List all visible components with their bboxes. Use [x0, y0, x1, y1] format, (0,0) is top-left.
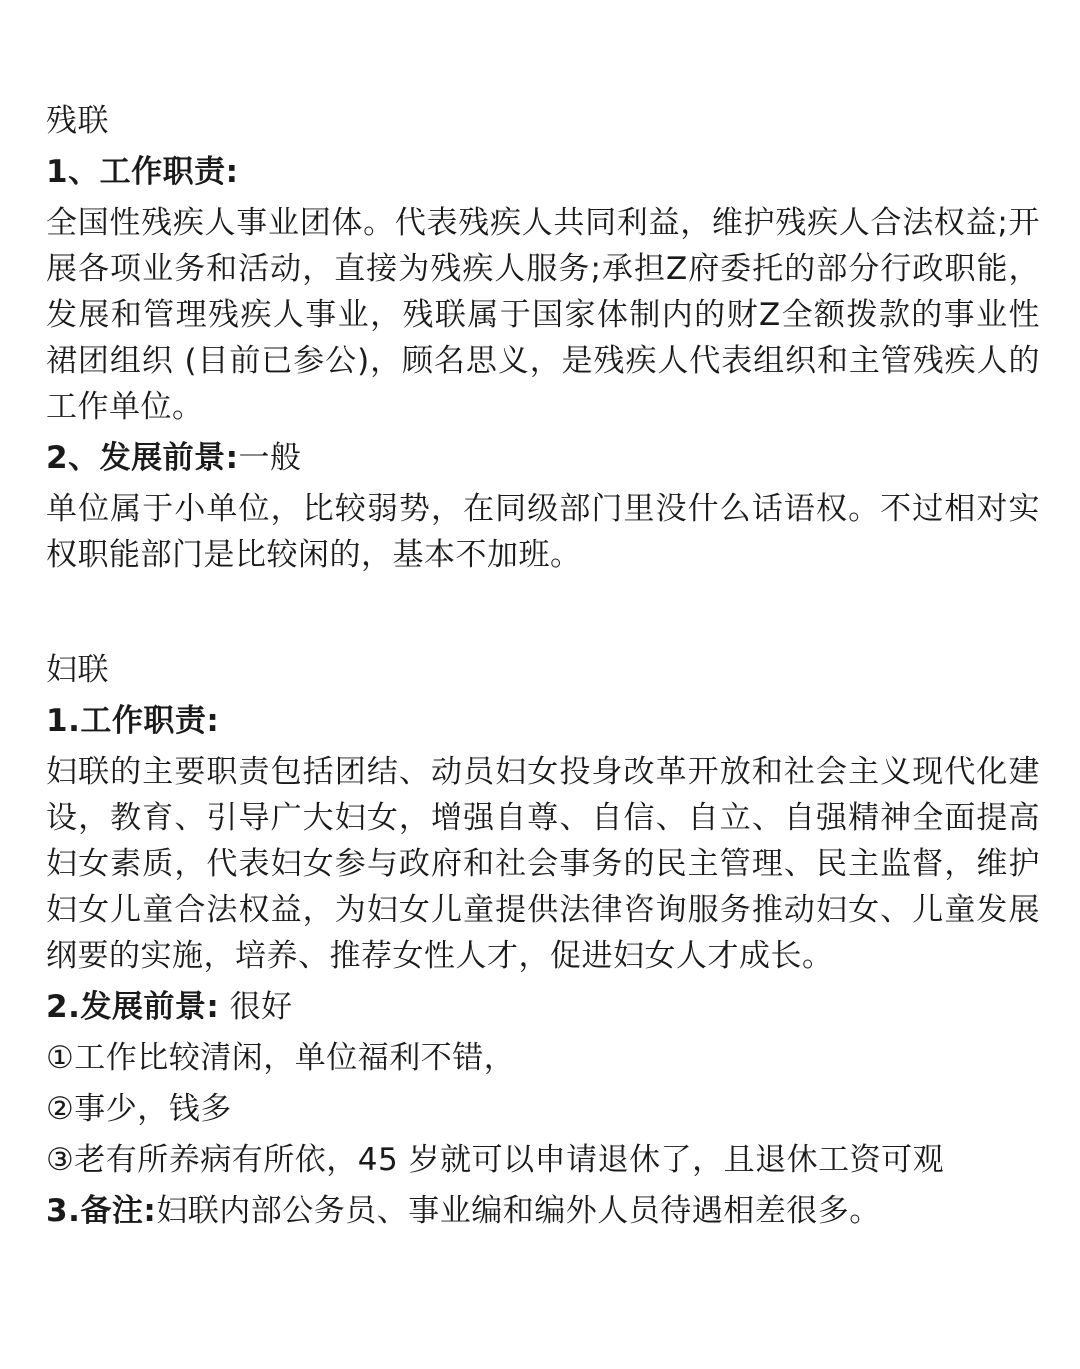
point-item: ③老有所养病有所依，45 岁就可以申请退休了，且退休工资可观: [46, 1142, 945, 1178]
prospect-value-canlian: 一般: [238, 440, 302, 476]
prospect-heading-canlian: 2、发展前景:: [46, 440, 239, 476]
note-text-fulian: 妇联内部公务员、事业编和编外人员待遇相差很多。: [156, 1193, 881, 1229]
duty-text-canlian: 全国性残疾人事业团体。代表残疾人共同利益，维护残疾人合法权益;开展各项业务和活动，直接为残疾人服务;承担Z府委托的部分行政职能，发展和管理残疾人事业，残联属于国家体制内的财Z全额拨款的事业性裙团组织 (目前已参公)，顾名思义，是残疾人代表组织和主管残疾人的工作单位。: [46, 205, 1040, 425]
point-item: ①工作比较清闲，单位福利不错，: [46, 1040, 516, 1076]
prospect-text-canlian: 单位属于小单位，比较弱势，在同级部门里没什么话语权。不过相对实权职能部门是比较闲的，基本不加班。: [46, 491, 1040, 573]
section-title-fulian: 妇联: [46, 652, 109, 688]
prospect-line-canlian: [46, 435, 1040, 481]
prospect-value-fulian: 很好: [219, 989, 293, 1025]
prospect-line-fulian: [46, 984, 1040, 1030]
point-item: ②事少，钱多: [46, 1091, 232, 1127]
section-divider: [46, 583, 1040, 647]
duty-heading-fulian: 1.工作职责:: [46, 703, 220, 739]
note-line-fulian: [46, 1188, 1040, 1234]
section-title-canlian: 残联: [46, 103, 109, 139]
note-heading-fulian: 3.备注:: [46, 1193, 157, 1229]
prospect-heading-fulian: 2.发展前景:: [46, 989, 220, 1025]
duty-heading-canlian: 1、工作职责:: [46, 154, 239, 190]
duty-text-fulian: 妇联的主要职责包括团结、动员妇女投身改革开放和社会主义现代化建设，教育、引导广大妇女，增强自尊、自信、自立、自强精神全面提高妇女素质，代表妇女参与政府和社会事务的民主管理、民主监督，维护妇女儿童合法权益，为妇女儿童提供法律咨询服务推动妇女、儿童发展纲要的实施，培养、推荐女性人才，促进妇女人才成长。: [46, 754, 1040, 974]
